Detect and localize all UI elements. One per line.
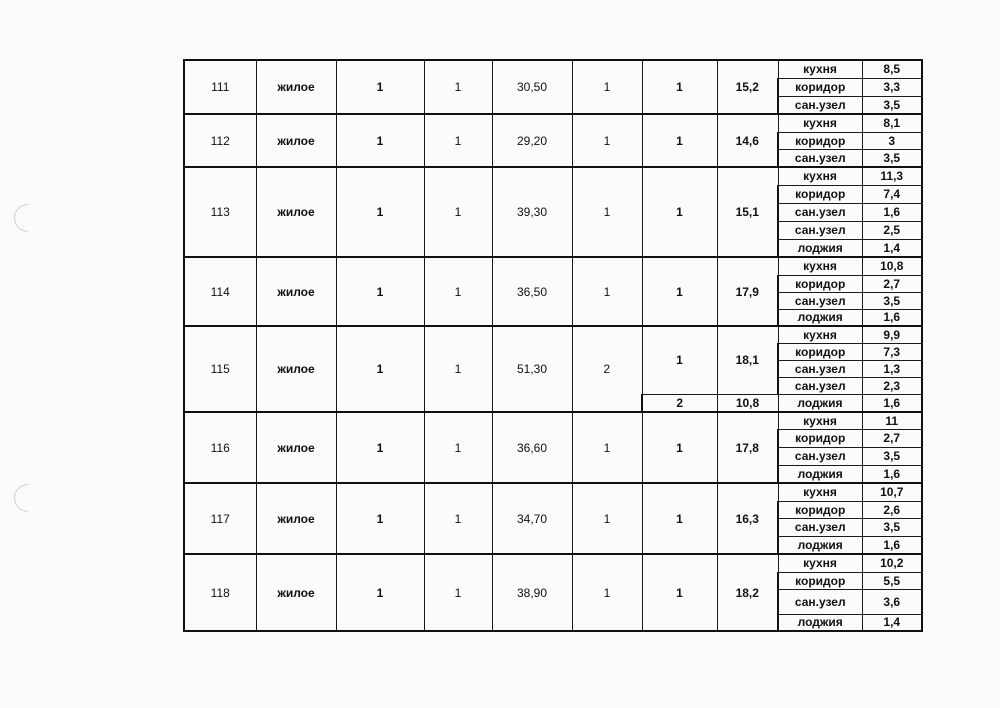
- room-number: 1: [642, 60, 717, 114]
- aux-room-name: кухня: [778, 326, 862, 343]
- room-area: 15,1: [717, 167, 778, 257]
- aux-room-area: 3,3: [862, 78, 922, 96]
- apartment-number: 112: [184, 114, 256, 167]
- apartment-value-a: 1: [336, 114, 424, 167]
- apartment-type: жилое: [256, 412, 336, 483]
- aux-room-name: коридор: [778, 132, 862, 149]
- apartment-value-b: 1: [424, 114, 492, 167]
- room-number: 1: [642, 167, 717, 257]
- aux-room-name: сан.узел: [778, 292, 862, 309]
- aux-room-name: сан.узел: [778, 518, 862, 536]
- aux-room-name: коридор: [778, 343, 862, 360]
- aux-room-area: 1,4: [862, 614, 922, 631]
- room-area: 16,3: [717, 483, 778, 554]
- room-number: 1: [642, 554, 717, 631]
- aux-room-name: сан.узел: [778, 447, 862, 465]
- room-area: 18,1: [717, 326, 778, 394]
- apartment-value-a: 1: [336, 483, 424, 554]
- apartment-value-a: 1: [336, 167, 424, 257]
- apartment-number: 116: [184, 412, 256, 483]
- aux-room-name: коридор: [778, 275, 862, 292]
- apartment-number: 118: [184, 554, 256, 631]
- room-number: 1: [642, 257, 717, 326]
- apartment-group: [184, 257, 922, 326]
- aux-room-area: 7,4: [862, 185, 922, 203]
- apartment-total-area: 51,30: [492, 326, 572, 412]
- apartment-rooms-count: 1: [572, 167, 642, 257]
- table-row: [184, 412, 922, 429]
- apartment-type: жилое: [256, 60, 336, 114]
- apartment-value-b: 1: [424, 412, 492, 483]
- aux-room-name: кухня: [778, 114, 862, 132]
- table-row: [184, 167, 922, 185]
- table-row: [184, 257, 922, 275]
- room-number: 1: [642, 326, 717, 394]
- aux-room-area: 3,5: [862, 447, 922, 465]
- aux-room-area: 1,6: [862, 203, 922, 221]
- punch-hole-mark: [8, 198, 48, 238]
- room-area: 14,6: [717, 114, 778, 167]
- aux-room-area: 3,5: [862, 149, 922, 167]
- apartment-number: 117: [184, 483, 256, 554]
- aux-room-area: 10,7: [862, 483, 922, 501]
- apartment-value-a: 1: [336, 554, 424, 631]
- room-area: 10,8: [717, 394, 778, 412]
- apartment-type: жилое: [256, 483, 336, 554]
- aux-room-area: 10,2: [862, 554, 922, 572]
- table-row: [184, 60, 922, 78]
- aux-room-name: кухня: [778, 483, 862, 501]
- apartment-rooms-count: 1: [572, 60, 642, 114]
- aux-room-name: лоджия: [778, 465, 862, 483]
- aux-room-name: коридор: [778, 185, 862, 203]
- aux-room-name: лоджия: [778, 309, 862, 326]
- room-area: 17,9: [717, 257, 778, 326]
- apartment-rooms-count: 1: [572, 257, 642, 326]
- apartment-number: 114: [184, 257, 256, 326]
- aux-room-area: 3,5: [862, 292, 922, 309]
- aux-room-area: 2,6: [862, 501, 922, 518]
- apartment-group: [184, 167, 922, 257]
- apartment-rooms-count: 1: [572, 114, 642, 167]
- aux-room-name: кухня: [778, 257, 862, 275]
- apartment-value-b: 1: [424, 257, 492, 326]
- aux-room-name: лоджия: [778, 614, 862, 631]
- aux-room-area: 8,1: [862, 114, 922, 132]
- apartment-total-area: 39,30: [492, 167, 572, 257]
- aux-room-area: 7,3: [862, 343, 922, 360]
- apartment-type: жилое: [256, 326, 336, 412]
- apartment-number: 115: [184, 326, 256, 412]
- apartment-rooms-count: 1: [572, 412, 642, 483]
- aux-room-name: сан.узел: [778, 149, 862, 167]
- apartment-group: [184, 554, 922, 631]
- apartment-value-b: 1: [424, 60, 492, 114]
- aux-room-area: 1,6: [862, 465, 922, 483]
- apartments-table: [183, 59, 923, 632]
- apartment-value-a: 1: [336, 257, 424, 326]
- apartment-group: [184, 114, 922, 167]
- apartment-type: жилое: [256, 257, 336, 326]
- table-row: [184, 114, 922, 132]
- aux-room-area: 1,6: [862, 309, 922, 326]
- apartment-value-a: 1: [336, 60, 424, 114]
- apartment-group: [184, 483, 922, 554]
- aux-room-name: кухня: [778, 60, 862, 78]
- aux-room-area: 9,9: [862, 326, 922, 343]
- aux-room-name: сан.узел: [778, 221, 862, 239]
- aux-room-area: 3,5: [862, 96, 922, 114]
- apartment-group: [184, 60, 922, 114]
- apartment-total-area: 36,50: [492, 257, 572, 326]
- aux-room-area: 2,3: [862, 377, 922, 394]
- apartment-total-area: 38,90: [492, 554, 572, 631]
- apartment-total-area: 30,50: [492, 60, 572, 114]
- aux-room-name: сан.узел: [778, 203, 862, 221]
- aux-room-name: сан.узел: [778, 96, 862, 114]
- aux-room-area: 3,5: [862, 518, 922, 536]
- apartment-rooms-count: 1: [572, 483, 642, 554]
- aux-room-area: 5,5: [862, 572, 922, 589]
- aux-room-area: 1,3: [862, 360, 922, 377]
- apartment-total-area: 36,60: [492, 412, 572, 483]
- apartment-value-a: 1: [336, 326, 424, 412]
- aux-room-name: кухня: [778, 412, 862, 429]
- aux-room-area: 2,7: [862, 429, 922, 447]
- room-number: 2: [642, 394, 717, 412]
- apartment-number: 113: [184, 167, 256, 257]
- apartment-type: жилое: [256, 167, 336, 257]
- aux-room-name: коридор: [778, 78, 862, 96]
- table-row: [184, 554, 922, 572]
- apartment-value-a: 1: [336, 412, 424, 483]
- apartment-value-b: 1: [424, 554, 492, 631]
- table-row: [184, 326, 922, 343]
- aux-room-name: лоджия: [778, 239, 862, 257]
- aux-room-area: 11,3: [862, 167, 922, 185]
- aux-room-area: 3: [862, 132, 922, 149]
- aux-room-name: сан.узел: [778, 360, 862, 377]
- apartment-rooms-count: 1: [572, 554, 642, 631]
- table-row: [184, 483, 922, 501]
- apartment-rooms-count: 2: [572, 326, 642, 412]
- apartment-value-b: 1: [424, 167, 492, 257]
- room-number: 1: [642, 412, 717, 483]
- apartment-group: [184, 412, 922, 483]
- apartment-group: [184, 326, 922, 412]
- aux-room-name: кухня: [778, 554, 862, 572]
- room-area: 18,2: [717, 554, 778, 631]
- apartment-total-area: 29,20: [492, 114, 572, 167]
- apartment-number: 111: [184, 60, 256, 114]
- aux-room-area: 3,6: [862, 589, 922, 614]
- aux-room-area: 1,6: [862, 536, 922, 554]
- aux-room-area: 1,6: [862, 394, 922, 412]
- aux-room-area: 2,7: [862, 275, 922, 292]
- apartment-value-b: 1: [424, 326, 492, 412]
- apartment-type: жилое: [256, 554, 336, 631]
- aux-room-area: 2,5: [862, 221, 922, 239]
- apartment-value-b: 1: [424, 483, 492, 554]
- room-area: 15,2: [717, 60, 778, 114]
- aux-room-name: кухня: [778, 167, 862, 185]
- aux-room-area: 1,4: [862, 239, 922, 257]
- punch-hole-mark: [8, 478, 48, 518]
- aux-room-name: сан.узел: [778, 377, 862, 394]
- aux-room-area: 10,8: [862, 257, 922, 275]
- aux-room-name: лоджия: [778, 536, 862, 554]
- aux-room-area: 8,5: [862, 60, 922, 78]
- aux-room-name: сан.узел: [778, 589, 862, 614]
- room-number: 1: [642, 114, 717, 167]
- aux-room-area: 11: [862, 412, 922, 429]
- apartment-total-area: 34,70: [492, 483, 572, 554]
- room-area: 17,8: [717, 412, 778, 483]
- aux-room-name: коридор: [778, 429, 862, 447]
- aux-room-name: коридор: [778, 572, 862, 589]
- apartment-type: жилое: [256, 114, 336, 167]
- room-number: 1: [642, 483, 717, 554]
- aux-room-name: лоджия: [778, 394, 862, 412]
- aux-room-name: коридор: [778, 501, 862, 518]
